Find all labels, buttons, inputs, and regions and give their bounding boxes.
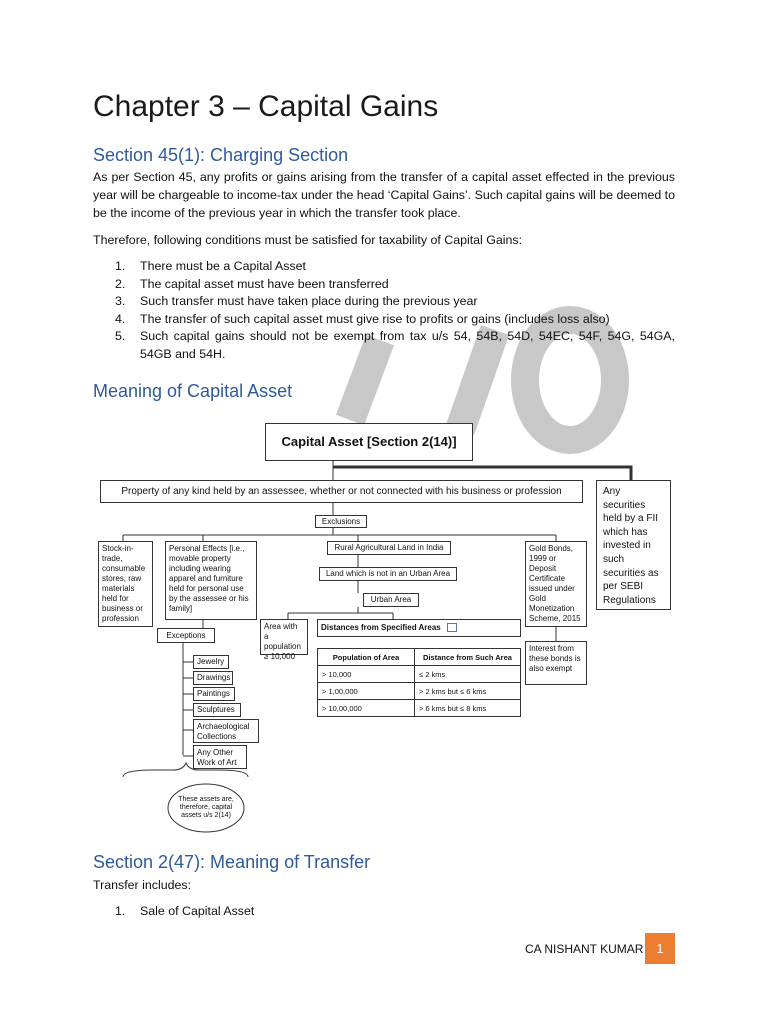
exception-item: Archaeological Collections xyxy=(193,719,259,743)
table-cell: > 2 kms but ≤ 6 kms xyxy=(415,683,521,700)
table-header: Distance from Such Area xyxy=(415,649,521,666)
interest-box: Interest from these bonds is also exempt xyxy=(525,641,587,685)
exception-item: Sculptures xyxy=(193,703,241,717)
table-header: Population of Area xyxy=(318,649,415,666)
gold-bonds-box: Gold Bonds, 1999 or Deposit Certificate issued under Gold Monetization Scheme, 2015 xyxy=(525,541,587,627)
section-247-heading: Section 2(47): Meaning of Transfer xyxy=(93,852,371,872)
area-population-box: Area with a population ≥ 10,000 xyxy=(260,619,308,655)
exception-item: Jewelry xyxy=(193,655,229,669)
chapter-title: Chapter 3 – Capital Gains xyxy=(93,90,439,123)
exception-item: Drawings xyxy=(193,671,233,685)
exception-item: Paintings xyxy=(193,687,235,701)
transfer-intro: Transfer includes: xyxy=(93,878,192,892)
section-45-paragraph-2: Therefore, following conditions must be satisfied for taxability of Capital Gains: xyxy=(93,233,523,247)
exclusions-box: Exclusions xyxy=(315,515,367,528)
list-item: 2. The capital asset must have been transferred xyxy=(115,276,389,291)
property-box: Property of any kind held by an assessee, whether or not connected with his business or profession xyxy=(100,480,583,503)
table-row xyxy=(318,666,521,683)
table-cell: > 10,000 xyxy=(318,666,415,683)
conditions-list xyxy=(93,258,675,364)
distances-table xyxy=(317,648,521,717)
distances-title: Distances from Specified Areas xyxy=(317,619,521,637)
capital-asset-diagram xyxy=(93,415,678,835)
capital-assets-oval-text: These assets are, therefore, capital assets u/s 2(14) xyxy=(178,796,234,819)
list-item: 4. The transfer of such capital asset must give rise to profits or gains (includes loss also) xyxy=(115,311,610,326)
capital-asset-title: Capital Asset [Section 2(14)] xyxy=(265,423,473,461)
footer-author: CA NISHANT KUMAR xyxy=(525,942,644,956)
table-icon xyxy=(447,623,457,632)
list-item: 5. Such capital gains should not be exempt from tax u/s 54, 54B, 54D, 54EC, 54F, 54G, 54GA, 54GB and 54H. xyxy=(115,329,675,361)
table-row xyxy=(318,683,521,700)
table-cell: ≤ 2 kms xyxy=(415,666,521,683)
list-item: 1. Sale of Capital Asset xyxy=(115,904,255,918)
table-cell: > 10,00,000 xyxy=(318,700,415,717)
list-item: 1. There must be a Capital Asset xyxy=(115,259,306,273)
section-45-heading: Section 45(1): Charging Section xyxy=(93,145,349,165)
transfer-list xyxy=(93,903,675,921)
urban-area-box: Urban Area xyxy=(363,593,419,607)
section-45-paragraph-1: As per Section 45, any profits or gains arising from the transfer of a capital asset effected in the previous year will be chargeable to income-tax under the head ‘Capital Gains’. Such capital gains will be deemed to be the income of the previous year in which the transfer took place. xyxy=(93,170,676,220)
table-cell: > 1,00,000 xyxy=(318,683,415,700)
rural-land-box: Rural Agricultural Land in India xyxy=(327,541,451,555)
table-cell: > 6 kms but ≤ 8 kms xyxy=(415,700,521,717)
exceptions-box: Exceptions xyxy=(157,628,215,643)
land-not-urban-box: Land which is not in an Urban Area xyxy=(319,567,457,581)
stock-in-trade-box: Stock-in-trade, consumable stores, raw materials held for business or profession xyxy=(98,541,153,627)
personal-effects-box: Personal Effects [i.e., movable property including wearing apparel and furniture held for personal use by the assessee or his family] xyxy=(165,541,257,620)
capital-asset-heading: Meaning of Capital Asset xyxy=(93,381,293,401)
exception-item: Any Other Work of Art xyxy=(193,745,247,769)
table-row xyxy=(318,700,521,717)
page-number: 1 xyxy=(645,933,675,964)
list-item: 3. Such transfer must have taken place during the previous year xyxy=(115,294,478,309)
securities-box: Any securities held by a FII which has invested in such securities as per SEBI Regulations xyxy=(596,480,671,610)
